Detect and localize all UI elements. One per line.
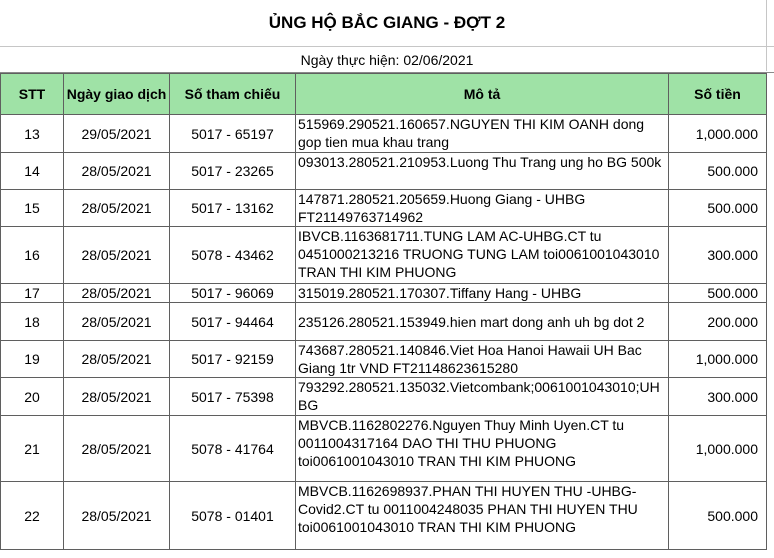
header-ref[interactable]: Số tham chiếu [170,74,296,115]
cell-stt[interactable]: 19 [1,341,64,378]
cell-amount[interactable]: 500.000 [669,153,767,190]
header-desc[interactable]: Mô tả [296,74,669,115]
header-date[interactable]: Ngày giao dịch [64,74,170,115]
cell-date[interactable]: 28/05/2021 [64,303,170,341]
cell-ref[interactable]: 5017 - 13162 [170,190,296,227]
cell-amount[interactable]: 500.000 [669,190,767,227]
cell-amount[interactable]: 1,000.000 [669,115,767,153]
cell-amount[interactable]: 300.000 [669,227,767,284]
cell-date[interactable]: 28/05/2021 [64,190,170,227]
cell-date[interactable]: 28/05/2021 [64,153,170,190]
cell-date[interactable]: 28/05/2021 [64,482,170,550]
cell-stt[interactable]: 22 [1,482,64,550]
cell-desc[interactable]: 235126.280521.153949.hien mart dong anh uh bg dot 2 [296,303,669,341]
cell-amount[interactable]: 1,000.000 [669,416,767,482]
cell-stt[interactable]: 16 [1,227,64,284]
cell-date[interactable]: 28/05/2021 [64,284,170,303]
execution-date: Ngày thực hiện: 02/06/2021 [0,47,774,73]
cell-ref[interactable]: 5078 - 01401 [170,482,296,550]
cell-desc[interactable]: 515969.290521.160657.NGUYEN THI KIM OANH dong gop tien mua khau trang [296,115,669,153]
table-row [1,378,767,416]
cell-desc[interactable]: MBVCB.1162802276.Nguyen Thuy Minh Uyen.CT tu 0011004317164 DAO THI THU PHUONG toi0061001043010 TRAN THI KIM PHUONG [296,416,669,482]
cell-stt[interactable]: 17 [1,284,64,303]
cell-stt[interactable]: 20 [1,378,64,416]
sheet-title: ỦNG HỘ BẮC GIANG - ĐỢT 2 [0,0,774,47]
cell-stt[interactable]: 13 [1,115,64,153]
table-row [1,190,767,227]
table-row [1,227,767,284]
table-row [1,341,767,378]
column-divider [766,0,767,71]
cell-date[interactable]: 29/05/2021 [64,115,170,153]
table-row [1,284,767,303]
cell-desc[interactable]: 743687.280521.140846.Viet Hoa Hanoi Hawaii UH Bac Giang 1tr VND FT21148623615280 [296,341,669,378]
cell-date[interactable]: 28/05/2021 [64,378,170,416]
cell-amount[interactable]: 500.000 [669,284,767,303]
cell-date[interactable]: 28/05/2021 [64,227,170,284]
cell-desc[interactable]: MBVCB.1162698937.PHAN THI HUYEN THU -UHBG-Covid2.CT tu 0011004248035 PHAN THI HUYEN THU toi0061001043010 TRAN THI KIM PHUONG [296,482,669,550]
table-row [1,153,767,190]
cell-amount[interactable]: 200.000 [669,303,767,341]
header-amount[interactable]: Số tiền [669,74,767,115]
header-stt[interactable]: STT [1,74,64,115]
cell-ref[interactable]: 5017 - 75398 [170,378,296,416]
cell-ref[interactable]: 5017 - 94464 [170,303,296,341]
cell-ref[interactable]: 5078 - 41764 [170,416,296,482]
header-row [1,74,767,115]
cell-amount[interactable]: 500.000 [669,482,767,550]
table-row [1,482,767,550]
cell-stt[interactable]: 18 [1,303,64,341]
cell-ref[interactable]: 5017 - 92159 [170,341,296,378]
cell-date[interactable]: 28/05/2021 [64,341,170,378]
cell-desc[interactable]: 315019.280521.170307.Tiffany Hang - UHBG [296,284,669,303]
cell-ref[interactable]: 5017 - 96069 [170,284,296,303]
cell-desc[interactable]: 093013.280521.210953.Luong Thu Trang ung ho BG 500k [296,153,669,190]
cell-ref[interactable]: 5017 - 65197 [170,115,296,153]
cell-amount[interactable]: 300.000 [669,378,767,416]
table-row [1,115,767,153]
cell-desc[interactable]: 793292.280521.135032.Vietcombank;0061001043010;UHBG [296,378,669,416]
donation-table [0,73,767,550]
table-row [1,303,767,341]
cell-ref[interactable]: 5078 - 43462 [170,227,296,284]
cell-stt[interactable]: 15 [1,190,64,227]
cell-stt[interactable]: 21 [1,416,64,482]
cell-ref[interactable]: 5017 - 23265 [170,153,296,190]
cell-date[interactable]: 28/05/2021 [64,416,170,482]
cell-amount[interactable]: 1,000.000 [669,341,767,378]
cell-desc[interactable]: 147871.280521.205659.Huong Giang - UHBG FT21149763714962 [296,190,669,227]
cell-desc[interactable]: IBVCB.1163681711.TUNG LAM AC-UHBG.CT tu 0451000213216 TRUONG TUNG LAM toi0061001043010 TRAN THI KIM PHUONG [296,227,669,284]
cell-stt[interactable]: 14 [1,153,64,190]
table-row [1,416,767,482]
